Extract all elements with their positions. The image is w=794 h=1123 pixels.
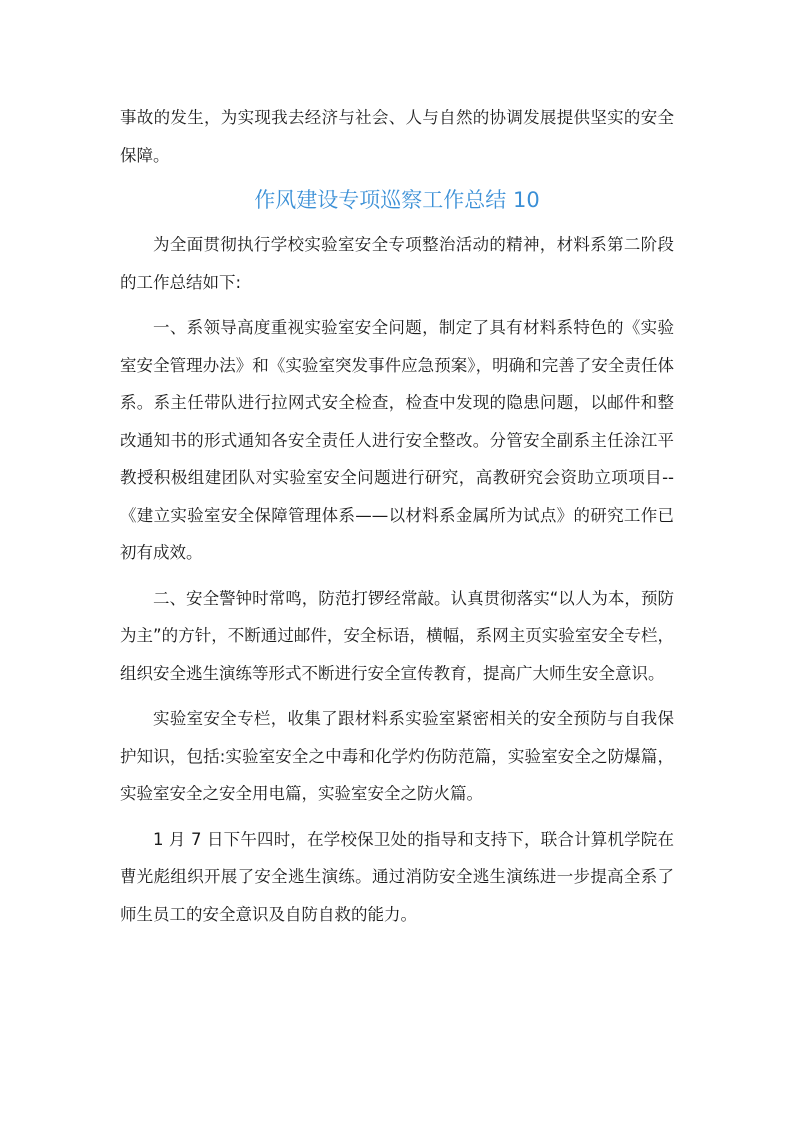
lead-paragraph: 事故的发生，为实现我去经济与社会、人与自然的协调发展提供坚实的安全保障。 (120, 108, 674, 165)
paragraph-safety-column: 实验室安全专栏，收集了跟材料系实验室紧密相关的安全预防与自我保护知识，包括:实验室安全之中毒和化学灼伤防范篇，实验室安全之防爆篇，实验室安全之安全用电篇，实验室安全之防火篇。 (120, 709, 674, 803)
document-page (120, 0, 674, 933)
paragraph-drill: 1 月 7 日下午四时，在学校保卫处的指导和支持下，联合计算机学院在曹光彪组织开展了安全逃生演练。通过消防安全逃生演练进一步提高全系了师生员工的安全意识及自防自救的能力。 (120, 829, 674, 924)
paragraph-point-two: 二、安全警钟时常鸣，防范打锣经常敲。认真贯彻落实“以人为本，预防为主”的方针，不断通过邮件，安全标语，横幅，系网主页实验室安全专栏，组织安全逃生演练等形式不断进行安全宣传教育，提高广大师生安全意识。 (120, 588, 674, 683)
paragraph-intro: 为全面贯彻执行学校实验室安全专项整治活动的精神，材料系第二阶段的工作总结如下: (120, 235, 674, 292)
section-title: 作风建设专项巡察工作总结 10 (254, 188, 540, 212)
paragraph-point-one: 一、系领导高度重视实验室安全问题，制定了具有材料系特色的《实验室安全管理办法》和《实验室突发事件应急预案》，明确和完善了安全责任体系。系主任带队进行拉网式安全检查，检查中发现的隐患问题，以邮件和整改通知书的形式通知各安全责任人进行安全整改。分管安全副系主任涂江平教授积极组建团队对实验室安全问题进行研究，高教研究会资助立项项目--《建立实验室安全保障管理体系——以材料系金属所为试点》的研究工作已初有成效。 (120, 318, 674, 562)
